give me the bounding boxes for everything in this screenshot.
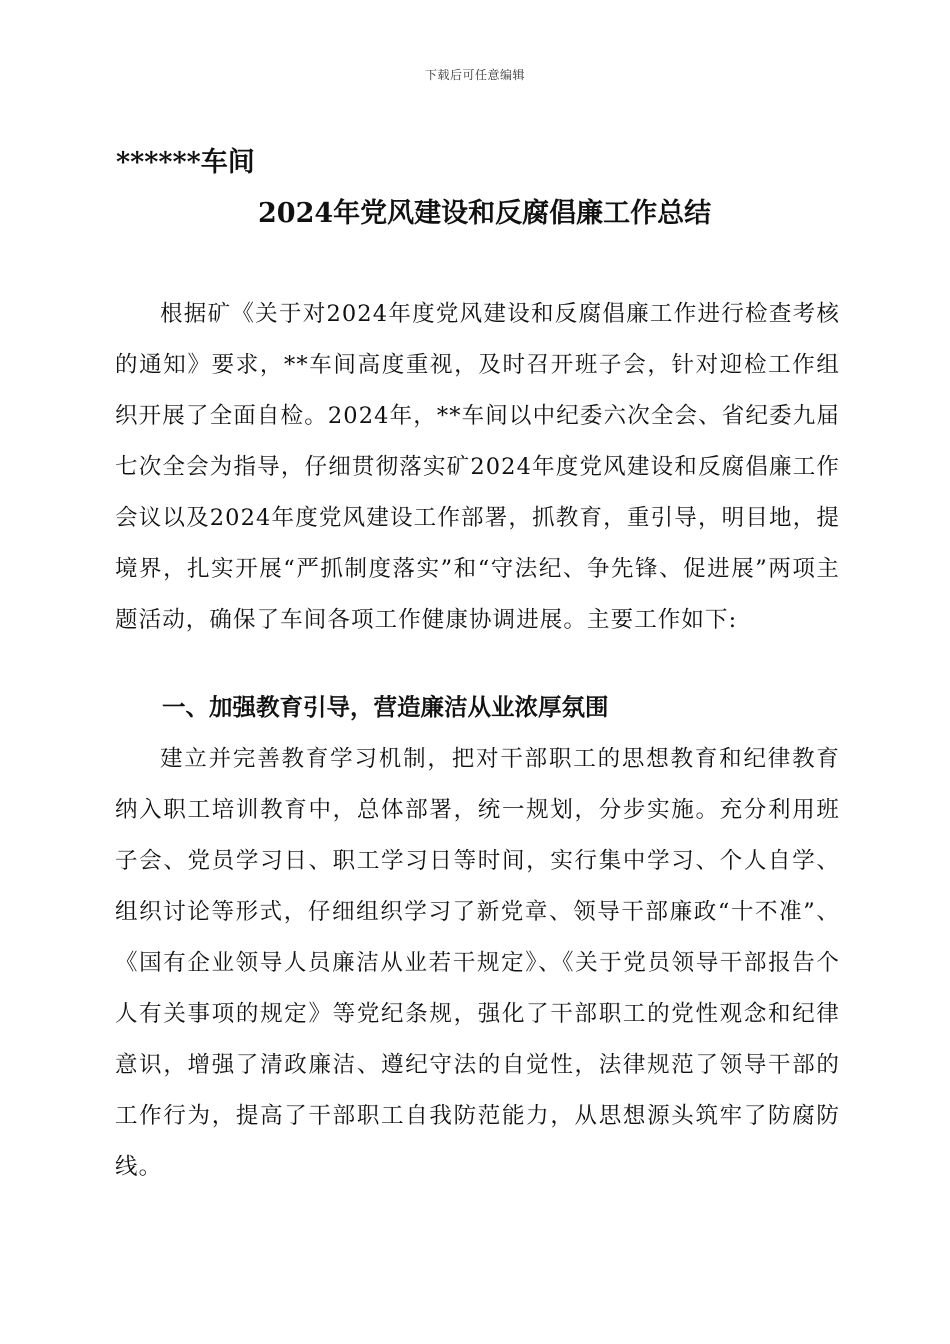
document-title: 2024年党风建设和反腐倡廉工作总结 <box>258 198 712 229</box>
document-title-unit: ******车间 <box>116 147 255 178</box>
header-note: 下载后可任意编辑 <box>424 68 525 82</box>
section-paragraph <box>115 734 840 1193</box>
section-heading: 一、加强教育引导，营造廉洁从业浓厚氛围 <box>162 693 609 721</box>
paragraph-text: 建立并完善教育学习机制，把对干部职工的思想教育和纪律教育纳入职工培训教育中，总体部署，统一规划，分步实施。充分利用班子会、党员学习日、职工学习日等时间，实行集中学习、个人自学、组织讨论等形式，仔细组织学习了新党章、领导干部廉政“十不准”、《国有企业领导人员廉洁从业若干规定》、《关于党员领导干部报告个人有关事项的规定》等党纪条规，强化了干部职工的党性观念和纪律意识，增强了清政廉洁、遵纪守法的自觉性，法律规范了领导干部的工作行为，提高了干部职工自我防范能力，从思想源头筑牢了防腐防线。 <box>115 746 840 1180</box>
intro-paragraph <box>115 289 840 646</box>
paragraph-text: 根据矿《关于对2024年度党风建设和反腐倡廉工作进行检查考核的通知》要求，**车间高度重视，及时召开班子会，针对迎检工作组织开展了全面自检。2024年，**车间以中纪委六次全会、省纪委九届七次全会为指导，仔细贯彻落实矿2024年度党风建设和反腐倡廉工作会议以及2024年度党风建设工作部署，抓教育，重引导，明目地，提境界，扎实开展“严抓制度落实”和“守法纪、争先锋、促进展”两项主题活动，确保了车间各项工作健康协调进展。主要工作如下: <box>115 301 840 633</box>
